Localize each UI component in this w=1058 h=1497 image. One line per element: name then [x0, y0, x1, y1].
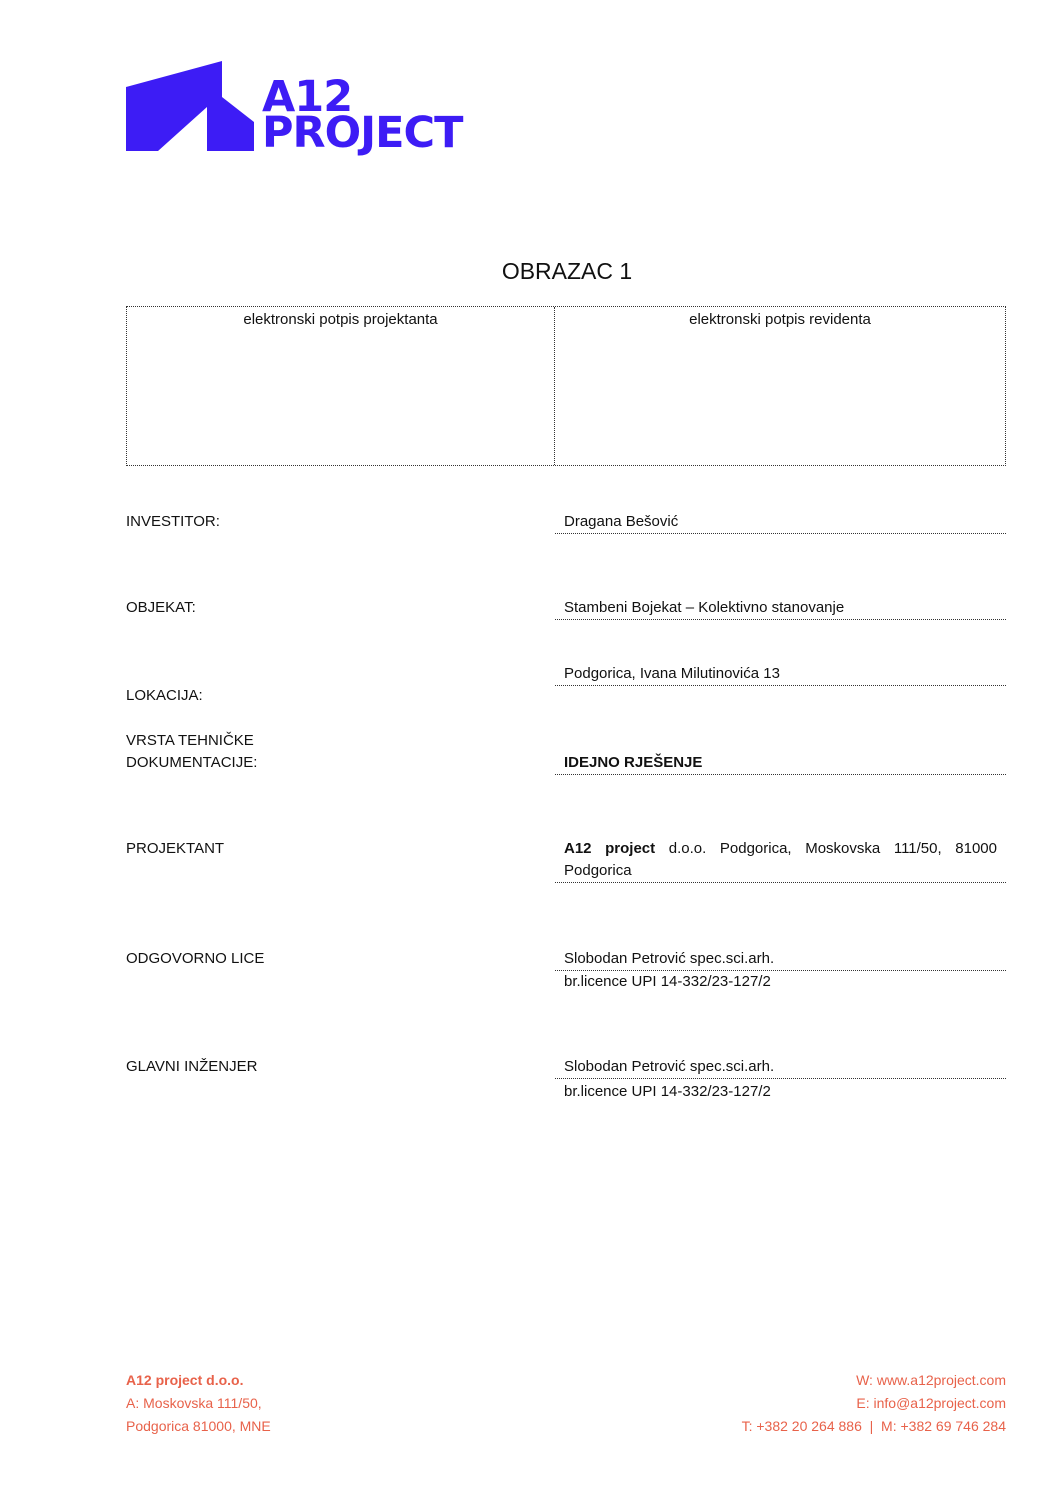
projektant-company-name: A12 project — [564, 840, 656, 857]
logo-text-project: PROJECT — [262, 108, 463, 158]
odgovorno-lice-label: ODGOVORNO LICE — [126, 950, 265, 967]
logo-text-a12: A12 — [262, 72, 353, 122]
investitor-value: Dragana Bešović — [555, 511, 1006, 534]
footer-phones: T: +382 20 264 886 | M: +382 69 746 284 — [741, 1418, 1006, 1434]
footer-email-link[interactable]: E: info@a12project.com — [856, 1395, 1006, 1411]
footer-website-link[interactable]: W: www.a12project.com — [856, 1372, 1006, 1388]
footer-address-line2: Podgorica 81000, MNE — [126, 1418, 271, 1434]
signature-cell-revident — [555, 307, 1005, 465]
footer-address-line1: A: Moskovska 111/50, — [126, 1395, 262, 1411]
footer-address-block — [126, 1369, 271, 1438]
page-title: OBRAZAC 1 — [501, 258, 633, 284]
objekat-label: OBJEKAT: — [126, 599, 196, 616]
investitor-label: INVESTITOR: — [126, 513, 220, 530]
signature-label-revident: elektronski potpis revidenta — [689, 311, 871, 328]
glavni-inzenjer-name: Slobodan Petrović spec.sci.arh. — [555, 1056, 1006, 1079]
lokacija-label: LOKACIJA: — [126, 687, 203, 704]
projektant-value — [555, 838, 1006, 883]
glavni-inzenjer-label: GLAVNI INŽENJER — [126, 1058, 258, 1075]
signature-cell-projektant — [127, 307, 555, 465]
projektant-label: PROJEKTANT — [126, 840, 225, 857]
footer-company-name: A12 project d.o.o. — [126, 1372, 244, 1388]
objekat-value: Stambeni Bojekat – Kolektivno stanovanje — [555, 597, 1006, 620]
odgovorno-lice-licence: br.licence UPI 14-332/23-127/2 — [564, 973, 771, 990]
vrsta-value: IDEJNO RJEŠENJE — [555, 752, 1006, 775]
glavni-inzenjer-licence: br.licence UPI 14-332/23-127/2 — [564, 1083, 771, 1100]
odgovorno-lice-name: Slobodan Petrović spec.sci.arh. — [555, 948, 1006, 971]
footer-contact-block — [742, 1369, 1006, 1438]
vrsta-label-line2: DOKUMENTACIJE: — [126, 754, 258, 771]
signature-table — [126, 306, 1006, 466]
lokacija-value: Podgorica, Ivana Milutinovića 13 — [555, 663, 1006, 686]
projektant-address: d.o.o. Podgorica, Moskovska 111/50, 81000 Podgorica — [564, 840, 997, 879]
logo-mark-icon — [126, 61, 254, 151]
signature-label-projektant: elektronski potpis projektanta — [243, 311, 438, 328]
vrsta-label-line1: VRSTA TEHNIČKE — [126, 732, 254, 749]
